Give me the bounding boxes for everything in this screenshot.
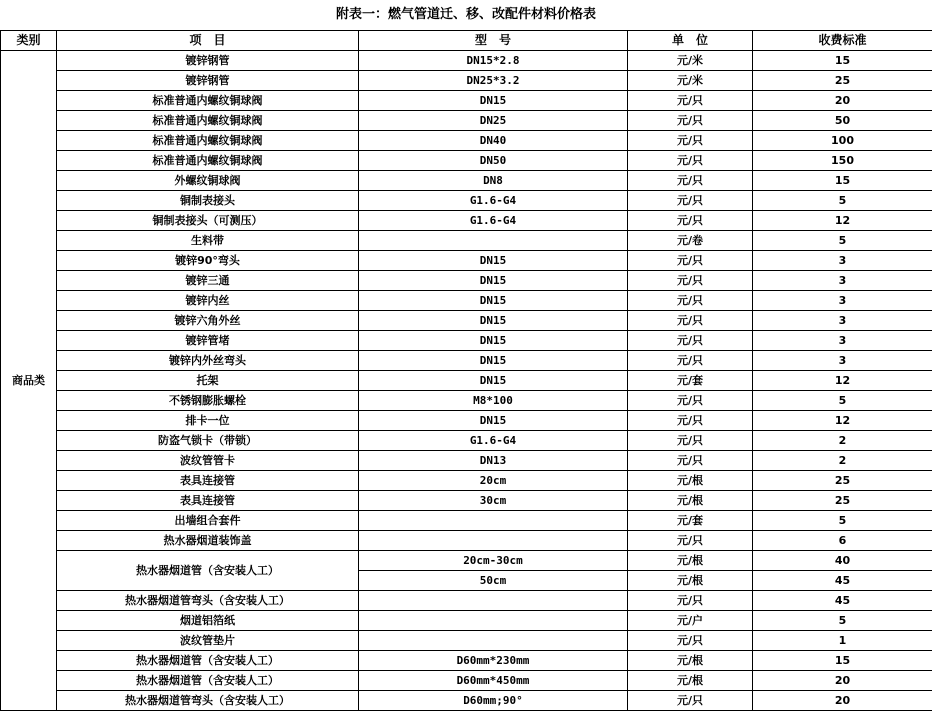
price-cell: 20: [753, 91, 932, 111]
price-cell: 25: [753, 491, 932, 511]
table-row: [1, 611, 932, 631]
model-cell: [359, 531, 628, 551]
unit-cell: 元/只: [628, 431, 753, 451]
table-row: [1, 331, 932, 351]
table-row: [1, 671, 932, 691]
table-row: [1, 91, 932, 111]
item-cell: 镀锌90°弯头: [57, 251, 359, 271]
table-row: [1, 291, 932, 311]
model-cell: DN15: [359, 251, 628, 271]
item-cell: 热水器烟道管（含安装人工）: [57, 651, 359, 671]
table-row: [1, 391, 932, 411]
table-row: [1, 211, 932, 231]
model-cell: M8*100: [359, 391, 628, 411]
table-row: [1, 531, 932, 551]
unit-cell: 元/根: [628, 671, 753, 691]
price-cell: 3: [753, 271, 932, 291]
item-cell: 防盗气锁卡（带锁）: [57, 431, 359, 451]
table-row: [1, 451, 932, 471]
model-cell: DN8: [359, 171, 628, 191]
item-cell: 烟道铝箔纸: [57, 611, 359, 631]
price-cell: 12: [753, 211, 932, 231]
unit-cell: 元/户: [628, 611, 753, 631]
unit-cell: 元/只: [628, 411, 753, 431]
price-cell: 45: [753, 591, 932, 611]
price-cell: 3: [753, 311, 932, 331]
unit-cell: 元/只: [628, 191, 753, 211]
price-cell: 150: [753, 151, 932, 171]
item-cell: 热水器烟道管弯头（含安装人工）: [57, 591, 359, 611]
header-item: 项 目: [57, 31, 359, 51]
price-cell: 2: [753, 431, 932, 451]
model-cell: [359, 611, 628, 631]
model-cell: [359, 231, 628, 251]
unit-cell: 元/根: [628, 651, 753, 671]
model-cell: DN15: [359, 311, 628, 331]
item-cell: 镀锌钢管: [57, 51, 359, 71]
price-cell: 3: [753, 251, 932, 271]
item-cell: 不锈钢膨胀螺栓: [57, 391, 359, 411]
unit-cell: 元/米: [628, 51, 753, 71]
price-cell: 15: [753, 651, 932, 671]
table-title: 附表一：燃气管道迁、移、改配件材料价格表: [0, 0, 932, 30]
table-row: [1, 111, 932, 131]
price-cell: 5: [753, 511, 932, 531]
model-cell: DN15: [359, 291, 628, 311]
model-cell: DN15: [359, 91, 628, 111]
item-cell: 托架: [57, 371, 359, 391]
header-unit: 单 位: [628, 31, 753, 51]
item-cell: 镀锌内丝: [57, 291, 359, 311]
price-cell: 15: [753, 171, 932, 191]
table-row: [1, 411, 932, 431]
model-cell: DN15: [359, 351, 628, 371]
model-cell: D60mm*230mm: [359, 651, 628, 671]
table-row: [1, 311, 932, 331]
item-cell: 标准普通内螺纹铜球阀: [57, 151, 359, 171]
table-row: [1, 371, 932, 391]
unit-cell: 元/卷: [628, 231, 753, 251]
model-cell: DN13: [359, 451, 628, 471]
model-cell: [359, 591, 628, 611]
item-cell: 排卡一位: [57, 411, 359, 431]
unit-cell: 元/只: [628, 311, 753, 331]
item-cell: 热水器烟道管（含安装人工）: [57, 671, 359, 691]
item-cell: 生料带: [57, 231, 359, 251]
header-row: [1, 31, 932, 51]
item-cell: 波纹管管卡: [57, 451, 359, 471]
item-cell: 铜制表接头（可测压）: [57, 211, 359, 231]
table-row: [1, 491, 932, 511]
unit-cell: 元/只: [628, 351, 753, 371]
model-cell: DN15*2.8: [359, 51, 628, 71]
header-price: 收费标准: [753, 31, 932, 51]
table-row: [1, 471, 932, 491]
unit-cell: 元/只: [628, 271, 753, 291]
price-cell: 1: [753, 631, 932, 651]
model-cell: DN40: [359, 131, 628, 151]
model-cell: DN50: [359, 151, 628, 171]
unit-cell: 元/只: [628, 91, 753, 111]
table-row: [1, 511, 932, 531]
price-cell: 45: [753, 571, 932, 591]
table-body: [1, 51, 932, 711]
model-cell: G1.6-G4: [359, 431, 628, 451]
model-cell: DN25: [359, 111, 628, 131]
table-row: [1, 551, 932, 571]
model-cell: DN15: [359, 331, 628, 351]
table-row: [1, 431, 932, 451]
model-cell: D60mm;90°: [359, 691, 628, 711]
price-cell: 6: [753, 531, 932, 551]
item-cell: 外螺纹铜球阀: [57, 171, 359, 191]
price-cell: 2: [753, 451, 932, 471]
model-cell: 20cm-30cm: [359, 551, 628, 571]
item-cell: 热水器烟道管（含安装人工）: [57, 551, 359, 591]
unit-cell: 元/只: [628, 291, 753, 311]
header-category: 类别: [1, 31, 57, 51]
table-row: [1, 251, 932, 271]
item-cell: 标准普通内螺纹铜球阀: [57, 91, 359, 111]
unit-cell: 元/只: [628, 151, 753, 171]
price-cell: 50: [753, 111, 932, 131]
item-cell: 标准普通内螺纹铜球阀: [57, 111, 359, 131]
model-cell: DN15: [359, 411, 628, 431]
unit-cell: 元/只: [628, 691, 753, 711]
price-cell: 3: [753, 291, 932, 311]
item-cell: 热水器烟道装饰盖: [57, 531, 359, 551]
model-cell: D60mm*450mm: [359, 671, 628, 691]
table-row: [1, 191, 932, 211]
category-cell: 商品类: [1, 51, 57, 711]
table-row: [1, 631, 932, 651]
price-cell: 15: [753, 51, 932, 71]
table-row: [1, 151, 932, 171]
price-cell: 5: [753, 191, 932, 211]
table-row: [1, 71, 932, 91]
price-cell: 20: [753, 671, 932, 691]
unit-cell: 元/只: [628, 251, 753, 271]
item-cell: 镀锌内外丝弯头: [57, 351, 359, 371]
unit-cell: 元/只: [628, 391, 753, 411]
price-cell: 25: [753, 71, 932, 91]
table-row: [1, 51, 932, 71]
model-cell: DN15: [359, 271, 628, 291]
unit-cell: 元/只: [628, 531, 753, 551]
model-cell: 20cm: [359, 471, 628, 491]
item-cell: 铜制表接头: [57, 191, 359, 211]
unit-cell: 元/只: [628, 631, 753, 651]
price-cell: 5: [753, 611, 932, 631]
table-row: [1, 691, 932, 711]
model-cell: DN15: [359, 371, 628, 391]
table-row: [1, 651, 932, 671]
unit-cell: 元/套: [628, 511, 753, 531]
table-row: [1, 271, 932, 291]
model-cell: 30cm: [359, 491, 628, 511]
item-cell: 表具连接管: [57, 491, 359, 511]
table-row: [1, 231, 932, 251]
unit-cell: 元/只: [628, 591, 753, 611]
table-row: [1, 591, 932, 611]
item-cell: 镀锌钢管: [57, 71, 359, 91]
price-cell: 5: [753, 231, 932, 251]
unit-cell: 元/套: [628, 371, 753, 391]
unit-cell: 元/只: [628, 111, 753, 131]
price-cell: 3: [753, 331, 932, 351]
unit-cell: 元/根: [628, 471, 753, 491]
price-cell: 5: [753, 391, 932, 411]
item-cell: 镀锌三通: [57, 271, 359, 291]
price-cell: 3: [753, 351, 932, 371]
table-row: [1, 351, 932, 371]
unit-cell: 元/只: [628, 131, 753, 151]
table-row: [1, 171, 932, 191]
item-cell: 热水器烟道管弯头（含安装人工）: [57, 691, 359, 711]
unit-cell: 元/只: [628, 211, 753, 231]
unit-cell: 元/根: [628, 571, 753, 591]
price-table: [0, 30, 932, 711]
unit-cell: 元/只: [628, 331, 753, 351]
unit-cell: 元/只: [628, 451, 753, 471]
item-cell: 出墙组合套件: [57, 511, 359, 531]
model-cell: G1.6-G4: [359, 211, 628, 231]
price-cell: 25: [753, 471, 932, 491]
unit-cell: 元/米: [628, 71, 753, 91]
model-cell: [359, 631, 628, 651]
unit-cell: 元/根: [628, 491, 753, 511]
item-cell: 镀锌六角外丝: [57, 311, 359, 331]
price-cell: 12: [753, 411, 932, 431]
price-cell: 12: [753, 371, 932, 391]
item-cell: 表具连接管: [57, 471, 359, 491]
item-cell: 波纹管垫片: [57, 631, 359, 651]
model-cell: DN25*3.2: [359, 71, 628, 91]
unit-cell: 元/只: [628, 171, 753, 191]
price-cell: 40: [753, 551, 932, 571]
header-model: 型 号: [359, 31, 628, 51]
unit-cell: 元/根: [628, 551, 753, 571]
table-row: [1, 131, 932, 151]
model-cell: 50cm: [359, 571, 628, 591]
price-cell: 20: [753, 691, 932, 711]
price-cell: 100: [753, 131, 932, 151]
model-cell: [359, 511, 628, 531]
model-cell: G1.6-G4: [359, 191, 628, 211]
item-cell: 标准普通内螺纹铜球阀: [57, 131, 359, 151]
item-cell: 镀锌管堵: [57, 331, 359, 351]
